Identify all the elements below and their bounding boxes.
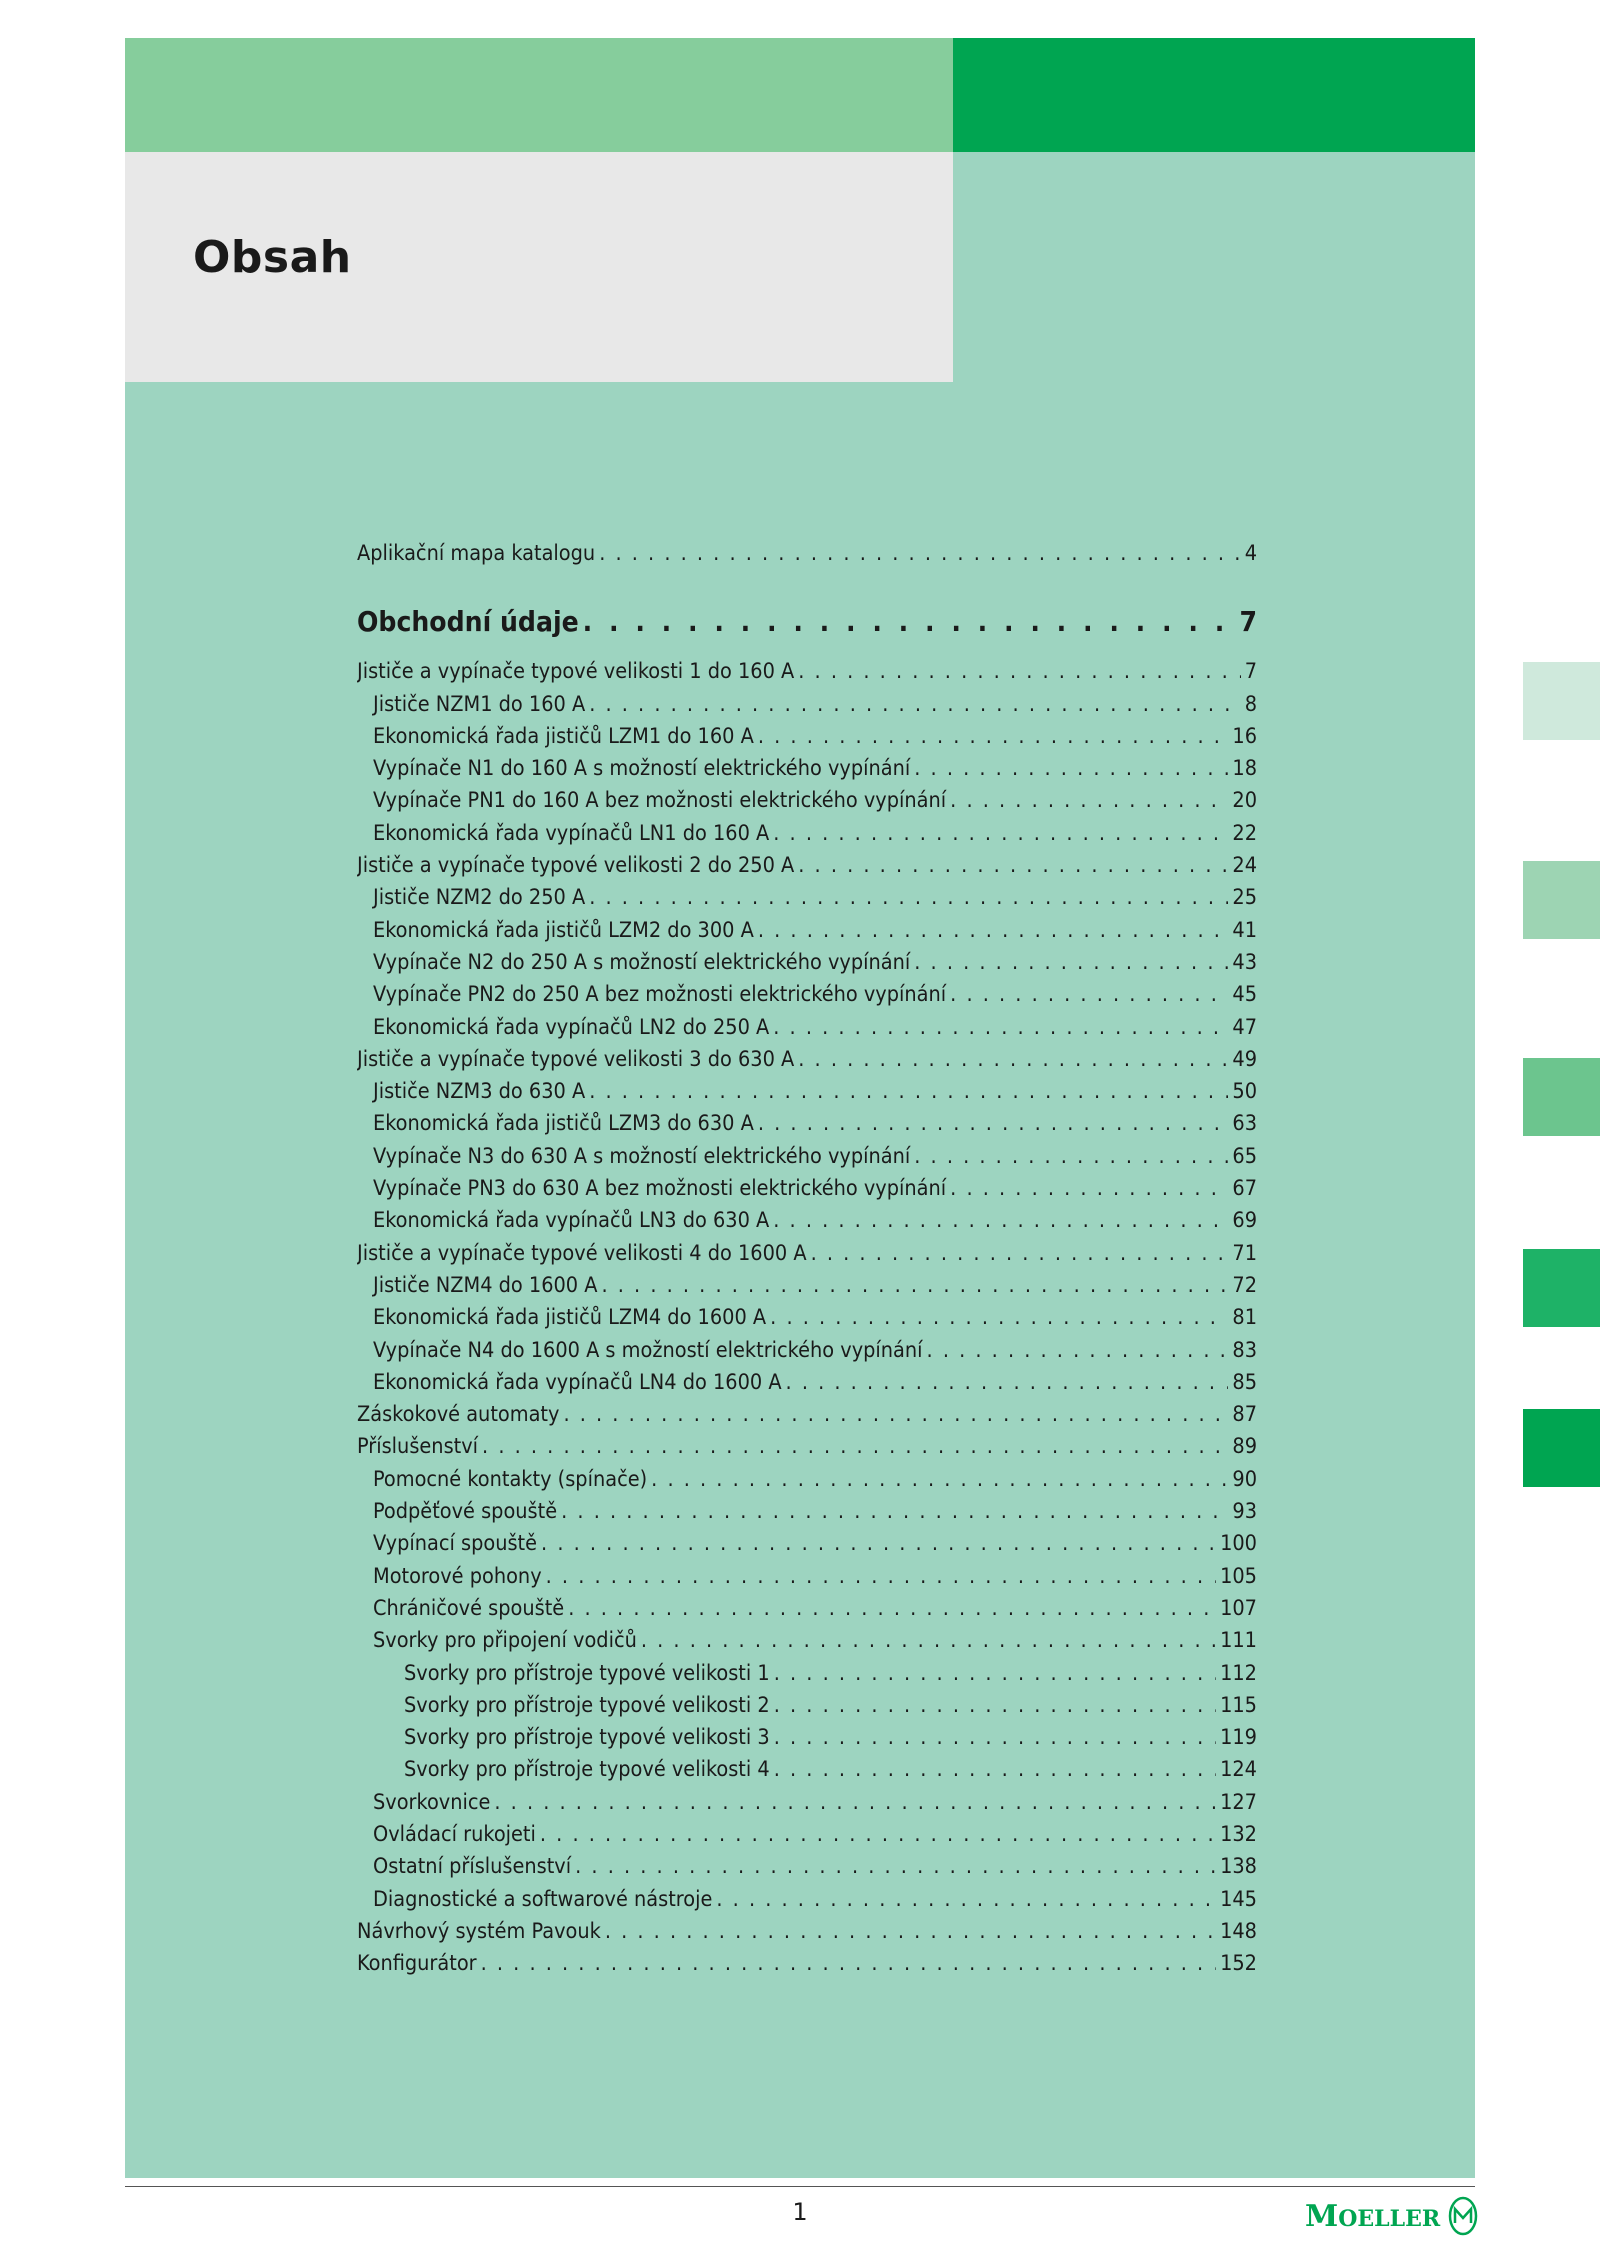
toc-entry-label: Jističe NZM4 do 1600 A	[373, 1272, 598, 1298]
toc-dot-leader	[641, 1625, 1216, 1657]
toc-entry[interactable]	[357, 1561, 1257, 1593]
toc-entry[interactable]	[357, 882, 1257, 914]
toc-entry-page: 105	[1220, 1563, 1257, 1589]
toc-entry-label: Konfigurátor	[357, 1951, 477, 1977]
toc-entry[interactable]	[357, 1076, 1257, 1108]
toc-dot-leader	[914, 753, 1228, 785]
toc-dot-leader	[758, 915, 1229, 947]
toc-entry[interactable]	[357, 656, 1257, 688]
toc-dot-leader	[774, 1658, 1216, 1690]
toc-entry-page: 107	[1220, 1595, 1257, 1621]
page-number: 1	[792, 2198, 808, 2226]
toc-dot-leader	[773, 818, 1228, 850]
toc-dot-leader	[482, 1431, 1228, 1463]
toc-entry-label: Diagnostické a softwarové nástroje	[373, 1886, 713, 1912]
toc-entry[interactable]	[357, 1399, 1257, 1431]
toc-entry-label: Jističe a vypínače typové velikosti 1 do 160 A	[357, 659, 795, 685]
toc-entry[interactable]	[357, 538, 1257, 570]
side-tab-2[interactable]	[1523, 861, 1600, 939]
toc-dot-leader	[651, 1464, 1228, 1496]
toc-entry-label: Vypínače PN1 do 160 A bez možnosti elektrického vypínání	[373, 788, 947, 814]
toc-dot-leader	[605, 1916, 1216, 1948]
toc-entry-page: 127	[1220, 1789, 1257, 1815]
moeller-logo	[1305, 2196, 1478, 2236]
toc-entry-page: 119	[1220, 1725, 1257, 1751]
toc-dot-leader	[589, 1076, 1228, 1108]
toc-entry-label: Ekonomická řada vypínačů LN3 do 630 A	[373, 1208, 770, 1234]
toc-entry[interactable]	[357, 1851, 1257, 1883]
toc-entry[interactable]	[357, 1238, 1257, 1270]
toc-entry-page: 69	[1232, 1208, 1257, 1234]
toc-dot-leader	[541, 1528, 1216, 1560]
toc-entry-page: 7	[1244, 659, 1257, 685]
toc-entry-label: Pomocné kontakty (spínače)	[373, 1466, 648, 1492]
toc-entry[interactable]	[357, 1819, 1257, 1851]
toc-entry-label: Jističe NZM2 do 250 A	[373, 885, 586, 911]
toc-entry[interactable]	[357, 1335, 1257, 1367]
toc-entry-page: 45	[1232, 982, 1257, 1008]
toc-entry-page: 41	[1232, 917, 1257, 943]
toc-entry-label: Návrhový systém Pavouk	[357, 1918, 601, 1944]
toc-dot-leader	[773, 1205, 1228, 1237]
toc-entry-page: 16	[1232, 723, 1257, 749]
side-tabs	[1523, 0, 1600, 2263]
toc-entry-page: 20	[1232, 788, 1257, 814]
toc-entry[interactable]	[357, 850, 1257, 882]
toc-entry-page: 63	[1232, 1111, 1257, 1137]
toc-entry[interactable]	[357, 689, 1257, 721]
toc-entry-page: 49	[1232, 1046, 1257, 1072]
toc-entry-label: Záskokové automaty	[357, 1402, 560, 1428]
toc-entry-page: 111	[1220, 1628, 1257, 1654]
toc-entry-label: Ekonomická řada vypínačů LN4 do 1600 A	[373, 1369, 782, 1395]
toc-entry-label: Příslušenství	[357, 1434, 479, 1460]
toc-entry-page: 71	[1232, 1240, 1257, 1266]
toc-dot-leader	[950, 785, 1228, 817]
toc-entry-label: Vypínače PN2 do 250 A bez možnosti elektrického vypínání	[373, 982, 947, 1008]
toc-entry-label: Jističe a vypínače typové velikosti 2 do 250 A	[357, 853, 795, 879]
toc-entry-page: 90	[1232, 1466, 1257, 1492]
toc-entry-label: Svorky pro připojení vodičů	[373, 1628, 637, 1654]
toc-entry[interactable]	[357, 1270, 1257, 1302]
toc-dot-leader	[599, 538, 1241, 570]
toc-entry-page: 4	[1244, 541, 1257, 566]
side-tab-5[interactable]	[1523, 1409, 1600, 1487]
toc-entry-label: Jističe NZM1 do 160 A	[373, 691, 586, 717]
toc-dot-leader	[774, 1722, 1216, 1754]
toc-entry-label: Ekonomická řada jističů LZM3 do 630 A	[373, 1111, 754, 1137]
toc-entry-page: 138	[1220, 1854, 1257, 1880]
toc-entry-page: 83	[1232, 1337, 1257, 1363]
toc-entry-label: Vypínače N1 do 160 A s možností elektrického vypínání	[373, 756, 911, 782]
toc-dot-leader	[758, 721, 1229, 753]
toc-entry[interactable]	[357, 1884, 1257, 1916]
side-tab-1[interactable]	[1523, 662, 1600, 740]
toc-entry-label: Ekonomická řada jističů LZM1 do 160 A	[373, 723, 754, 749]
toc-entry-page: 148	[1220, 1918, 1257, 1944]
logo-text: MOELLER	[1305, 2198, 1441, 2234]
toc-entry[interactable]	[357, 1302, 1257, 1334]
toc-dot-leader	[716, 1884, 1216, 1916]
side-tab-3[interactable]	[1523, 1058, 1600, 1136]
toc-dot-leader	[583, 602, 1236, 642]
toc-entry-label: Ekonomická řada vypínačů LN1 do 160 A	[373, 820, 770, 846]
toc-dot-leader	[927, 1335, 1229, 1367]
toc-dot-leader	[798, 1044, 1228, 1076]
toc-entry-page: 87	[1232, 1402, 1257, 1428]
toc-entry[interactable]	[357, 721, 1257, 753]
toc-entry-label: Podpěťové spouště	[373, 1499, 558, 1525]
toc-entry[interactable]	[357, 1690, 1257, 1722]
toc-entry-label: Vypínače PN3 do 630 A bez možnosti elektrického vypínání	[373, 1176, 947, 1202]
toc-entry-label: Ekonomická řada jističů LZM4 do 1600 A	[373, 1305, 767, 1331]
toc-entry-page: 93	[1232, 1499, 1257, 1525]
toc-entry-page: 124	[1220, 1757, 1257, 1783]
toc-entry[interactable]	[357, 1787, 1257, 1819]
toc-entry-label: Vypínače N2 do 250 A s možností elektrického vypínání	[373, 949, 911, 975]
toc-entry-label: Svorky pro přístroje typové velikosti 3	[404, 1725, 770, 1751]
toc-entry-page: 43	[1232, 949, 1257, 975]
toc-entry-page: 18	[1232, 756, 1257, 782]
toc-entry-label: Svorky pro přístroje typové velikosti 4	[404, 1757, 770, 1783]
toc-entry[interactable]	[357, 1496, 1257, 1528]
toc-dot-leader	[774, 1754, 1216, 1786]
toc-dot-leader	[494, 1787, 1216, 1819]
toc-entry[interactable]	[357, 947, 1257, 979]
toc-entry-label: Jističe a vypínače typové velikosti 3 do 630 A	[357, 1046, 795, 1072]
toc-dot-leader	[589, 882, 1228, 914]
toc-dot-leader	[811, 1238, 1229, 1270]
toc-dot-leader	[914, 1141, 1228, 1173]
toc-entry-page: 100	[1220, 1531, 1257, 1557]
toc-entry-label: Vypínací spouště	[373, 1531, 538, 1557]
toc-dot-leader	[770, 1302, 1228, 1334]
toc-entry-page: 8	[1244, 691, 1257, 717]
toc-dot-leader	[540, 1819, 1216, 1851]
toc-entry[interactable]	[357, 1141, 1257, 1173]
toc-entry-label: Chráničové spouště	[373, 1595, 565, 1621]
toc-entry-label: Obchodní údaje	[357, 605, 579, 639]
toc-entry[interactable]	[357, 1625, 1257, 1657]
toc-entry[interactable]	[357, 1044, 1257, 1076]
toc-entry[interactable]	[357, 602, 1257, 642]
toc-dot-leader	[568, 1593, 1216, 1625]
toc-dot-leader	[950, 1173, 1228, 1205]
toc-dot-leader	[589, 689, 1241, 721]
toc-entry-page: 89	[1232, 1434, 1257, 1460]
toc-entry-label: Aplikační mapa katalogu	[357, 541, 596, 566]
toc-entry[interactable]	[357, 1431, 1257, 1463]
toc-entry[interactable]	[357, 1593, 1257, 1625]
header-bar-light	[125, 38, 953, 152]
toc-entry-page: 7	[1239, 605, 1257, 639]
toc-entry-label: Ovládací rukojeti	[373, 1821, 536, 1847]
toc-entry[interactable]	[357, 1464, 1257, 1496]
toc-entry-label: Motorové pohony	[373, 1563, 542, 1589]
toc-dot-leader	[914, 947, 1228, 979]
toc-entry-page: 152	[1220, 1951, 1257, 1977]
toc-dot-leader	[546, 1561, 1216, 1593]
toc-dot-leader	[561, 1496, 1228, 1528]
toc-dot-leader	[798, 656, 1240, 688]
toc-entry-label: Ekonomická řada vypínačů LN2 do 250 A	[373, 1014, 770, 1040]
toc-entry[interactable]	[357, 1754, 1257, 1786]
toc-entry[interactable]	[357, 1108, 1257, 1140]
toc-entry-page: 65	[1232, 1143, 1257, 1169]
toc-entry[interactable]	[357, 1948, 1257, 1980]
toc-dot-leader	[575, 1851, 1216, 1883]
toc-entry[interactable]	[357, 785, 1257, 817]
toc-entry[interactable]	[357, 1012, 1257, 1044]
toc-entry[interactable]	[357, 1367, 1257, 1399]
toc-entry-page: 145	[1220, 1886, 1257, 1912]
toc-dot-leader	[563, 1399, 1228, 1431]
toc-entry-page: 47	[1232, 1014, 1257, 1040]
toc-entry-page: 67	[1232, 1176, 1257, 1202]
toc-entry[interactable]	[357, 915, 1257, 947]
side-tab-4[interactable]	[1523, 1249, 1600, 1327]
table-of-contents	[357, 538, 1257, 1980]
toc-entry-label: Svorkovnice	[373, 1789, 491, 1815]
toc-entry-page: 115	[1220, 1692, 1257, 1718]
toc-entry[interactable]	[357, 979, 1257, 1011]
toc-entry-page: 112	[1220, 1660, 1257, 1686]
toc-entry-page: 132	[1220, 1821, 1257, 1847]
toc-entry-label: Jističe NZM3 do 630 A	[373, 1079, 586, 1105]
toc-entry[interactable]	[357, 1722, 1257, 1754]
toc-entry[interactable]	[357, 1205, 1257, 1237]
toc-entry-page: 72	[1232, 1272, 1257, 1298]
toc-entry[interactable]	[357, 1658, 1257, 1690]
footer-divider	[125, 2186, 1475, 2187]
toc-entry-page: 81	[1232, 1305, 1257, 1331]
page-title: Obsah	[193, 232, 352, 283]
toc-entry-page: 22	[1232, 820, 1257, 846]
toc-entry-page: 24	[1232, 853, 1257, 879]
toc-entry[interactable]	[357, 818, 1257, 850]
toc-entry[interactable]	[357, 1528, 1257, 1560]
toc-dot-leader	[601, 1270, 1228, 1302]
toc-dot-leader	[774, 1690, 1216, 1722]
moeller-m-icon	[1448, 2196, 1478, 2236]
toc-entry[interactable]	[357, 1916, 1257, 1948]
toc-entry[interactable]	[357, 753, 1257, 785]
toc-entry[interactable]	[357, 1173, 1257, 1205]
toc-dot-leader	[773, 1012, 1228, 1044]
header-bar-dark	[953, 38, 1475, 152]
toc-dot-leader	[950, 979, 1228, 1011]
toc-dot-leader	[481, 1948, 1216, 1980]
toc-dot-leader	[758, 1108, 1229, 1140]
toc-entry-label: Jističe a vypínače typové velikosti 4 do 1600 A	[357, 1240, 807, 1266]
toc-dot-leader	[798, 850, 1228, 882]
toc-entry-label: Ekonomická řada jističů LZM2 do 300 A	[373, 917, 754, 943]
toc-entry-label: Svorky pro přístroje typové velikosti 1	[404, 1660, 770, 1686]
toc-entry-label: Ostatní příslušenství	[373, 1854, 572, 1880]
toc-entry-label: Vypínače N3 do 630 A s možností elektrického vypínání	[373, 1143, 911, 1169]
title-box	[125, 152, 953, 382]
toc-entry-label: Svorky pro přístroje typové velikosti 2	[404, 1692, 770, 1718]
toc-entry-page: 25	[1232, 885, 1257, 911]
toc-entry-page: 85	[1232, 1369, 1257, 1395]
toc-entry-label: Vypínače N4 do 1600 A s možností elektrického vypínání	[373, 1337, 923, 1363]
toc-dot-leader	[786, 1367, 1229, 1399]
toc-entry-page: 50	[1232, 1079, 1257, 1105]
